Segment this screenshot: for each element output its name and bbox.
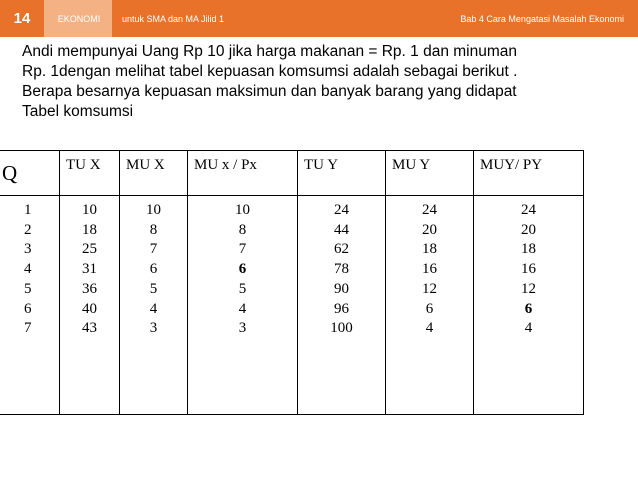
table-cell: 96 — [334, 300, 349, 317]
table-cell: 7 — [24, 320, 32, 337]
table-body — [0, 196, 583, 415]
table-cell: 3 — [149, 320, 158, 337]
header-mu-x: MU X — [120, 151, 188, 195]
table-cell: 5 — [238, 280, 247, 297]
intro-line-3: Berapa besarnya kepuasan maksimun dan banyak barang yang didapat — [22, 83, 517, 100]
table-cell: 18 — [82, 221, 97, 238]
table-cell: 36 — [82, 280, 97, 297]
table-cell: 4 — [149, 300, 158, 317]
table-cell: 10 — [146, 202, 161, 218]
column-q — [0, 196, 60, 415]
table-cell: 5 — [24, 280, 32, 297]
table-cell: 40 — [82, 300, 97, 317]
header-q: Q — [0, 151, 60, 195]
table-cell: 4 — [24, 261, 32, 278]
intro-line-2: Rp. 1dengan melihat tabel kepuasan komsumsi adalah sebagai berikut . — [22, 63, 518, 80]
table-cell: 20 — [422, 221, 437, 238]
slide-header — [0, 0, 638, 37]
intro-line-4: Tabel komsumsi — [22, 103, 134, 120]
table-cell: 78 — [334, 261, 349, 278]
table-cell: 5 — [149, 280, 158, 297]
table-cell: 24 — [521, 202, 536, 218]
subject-label: EKONOMI — [46, 0, 112, 37]
intro-line-1: Andi mempunyai Uang Rp 10 jika harga makanan = Rp. 1 dan minuman — [22, 43, 517, 60]
column-mu-x — [120, 196, 188, 415]
column-mu-y — [386, 196, 474, 415]
table-cell: 4 — [425, 320, 434, 337]
header-muy-py: MUY/ PY — [480, 157, 543, 173]
table-cell: 6 — [24, 300, 32, 317]
page-number: 14 — [0, 0, 44, 37]
column-tu-y — [298, 196, 386, 415]
table-cell: 12 — [422, 280, 437, 297]
table-cell-highlight: 6 — [238, 261, 247, 278]
table-cell: 1 — [24, 202, 32, 218]
table-cell: 31 — [82, 261, 97, 278]
consumption-table — [0, 150, 584, 415]
table-cell: 7 — [149, 241, 158, 258]
column-muy-py — [474, 196, 583, 415]
table-cell: 6 — [149, 261, 158, 278]
table-cell: 44 — [334, 221, 349, 238]
table-cell: 3 — [238, 320, 247, 337]
book-title: untuk SMA dan MA Jilid 1 — [122, 13, 225, 24]
table-cell: 4 — [238, 300, 247, 317]
chapter-title: Bab 4 Cara Mengatasi Masalah Ekonomi — [460, 13, 624, 24]
header-mu-x-px: MU x / Px — [188, 151, 298, 195]
table-cell: 25 — [82, 241, 97, 258]
table-cell: 4 — [524, 320, 533, 337]
table-cell-highlight: 6 — [524, 300, 533, 317]
table-cell: 7 — [238, 241, 247, 258]
column-mu-x-px — [188, 196, 298, 415]
header-tu-x: TU X — [60, 151, 120, 195]
table-cell: 2 — [24, 221, 32, 238]
table-cell: 18 — [521, 241, 536, 258]
table-cell: 18 — [422, 241, 437, 258]
column-tu-x — [60, 196, 120, 415]
header-mu-y: MU Y — [386, 151, 474, 195]
table-cell: 8 — [238, 221, 247, 238]
table-cell: 3 — [24, 241, 32, 258]
table-cell: 6 — [425, 300, 434, 317]
table-cell: 90 — [334, 280, 349, 297]
table-cell: 16 — [422, 261, 437, 278]
table-cell: 100 — [330, 320, 353, 337]
table-cell: 12 — [521, 280, 536, 297]
table-cell: 10 — [82, 202, 97, 218]
table-cell: 43 — [82, 320, 97, 337]
intro-text — [22, 42, 632, 122]
table-header-row — [0, 151, 583, 196]
table-cell: 20 — [521, 221, 536, 238]
header-tu-y: TU Y — [298, 151, 386, 195]
table-cell: 8 — [149, 221, 158, 238]
table-cell: 10 — [235, 202, 250, 218]
table-cell: 24 — [334, 202, 349, 218]
table-cell: 24 — [422, 202, 437, 218]
table-cell: 16 — [521, 261, 536, 278]
table-cell: 62 — [334, 241, 349, 258]
